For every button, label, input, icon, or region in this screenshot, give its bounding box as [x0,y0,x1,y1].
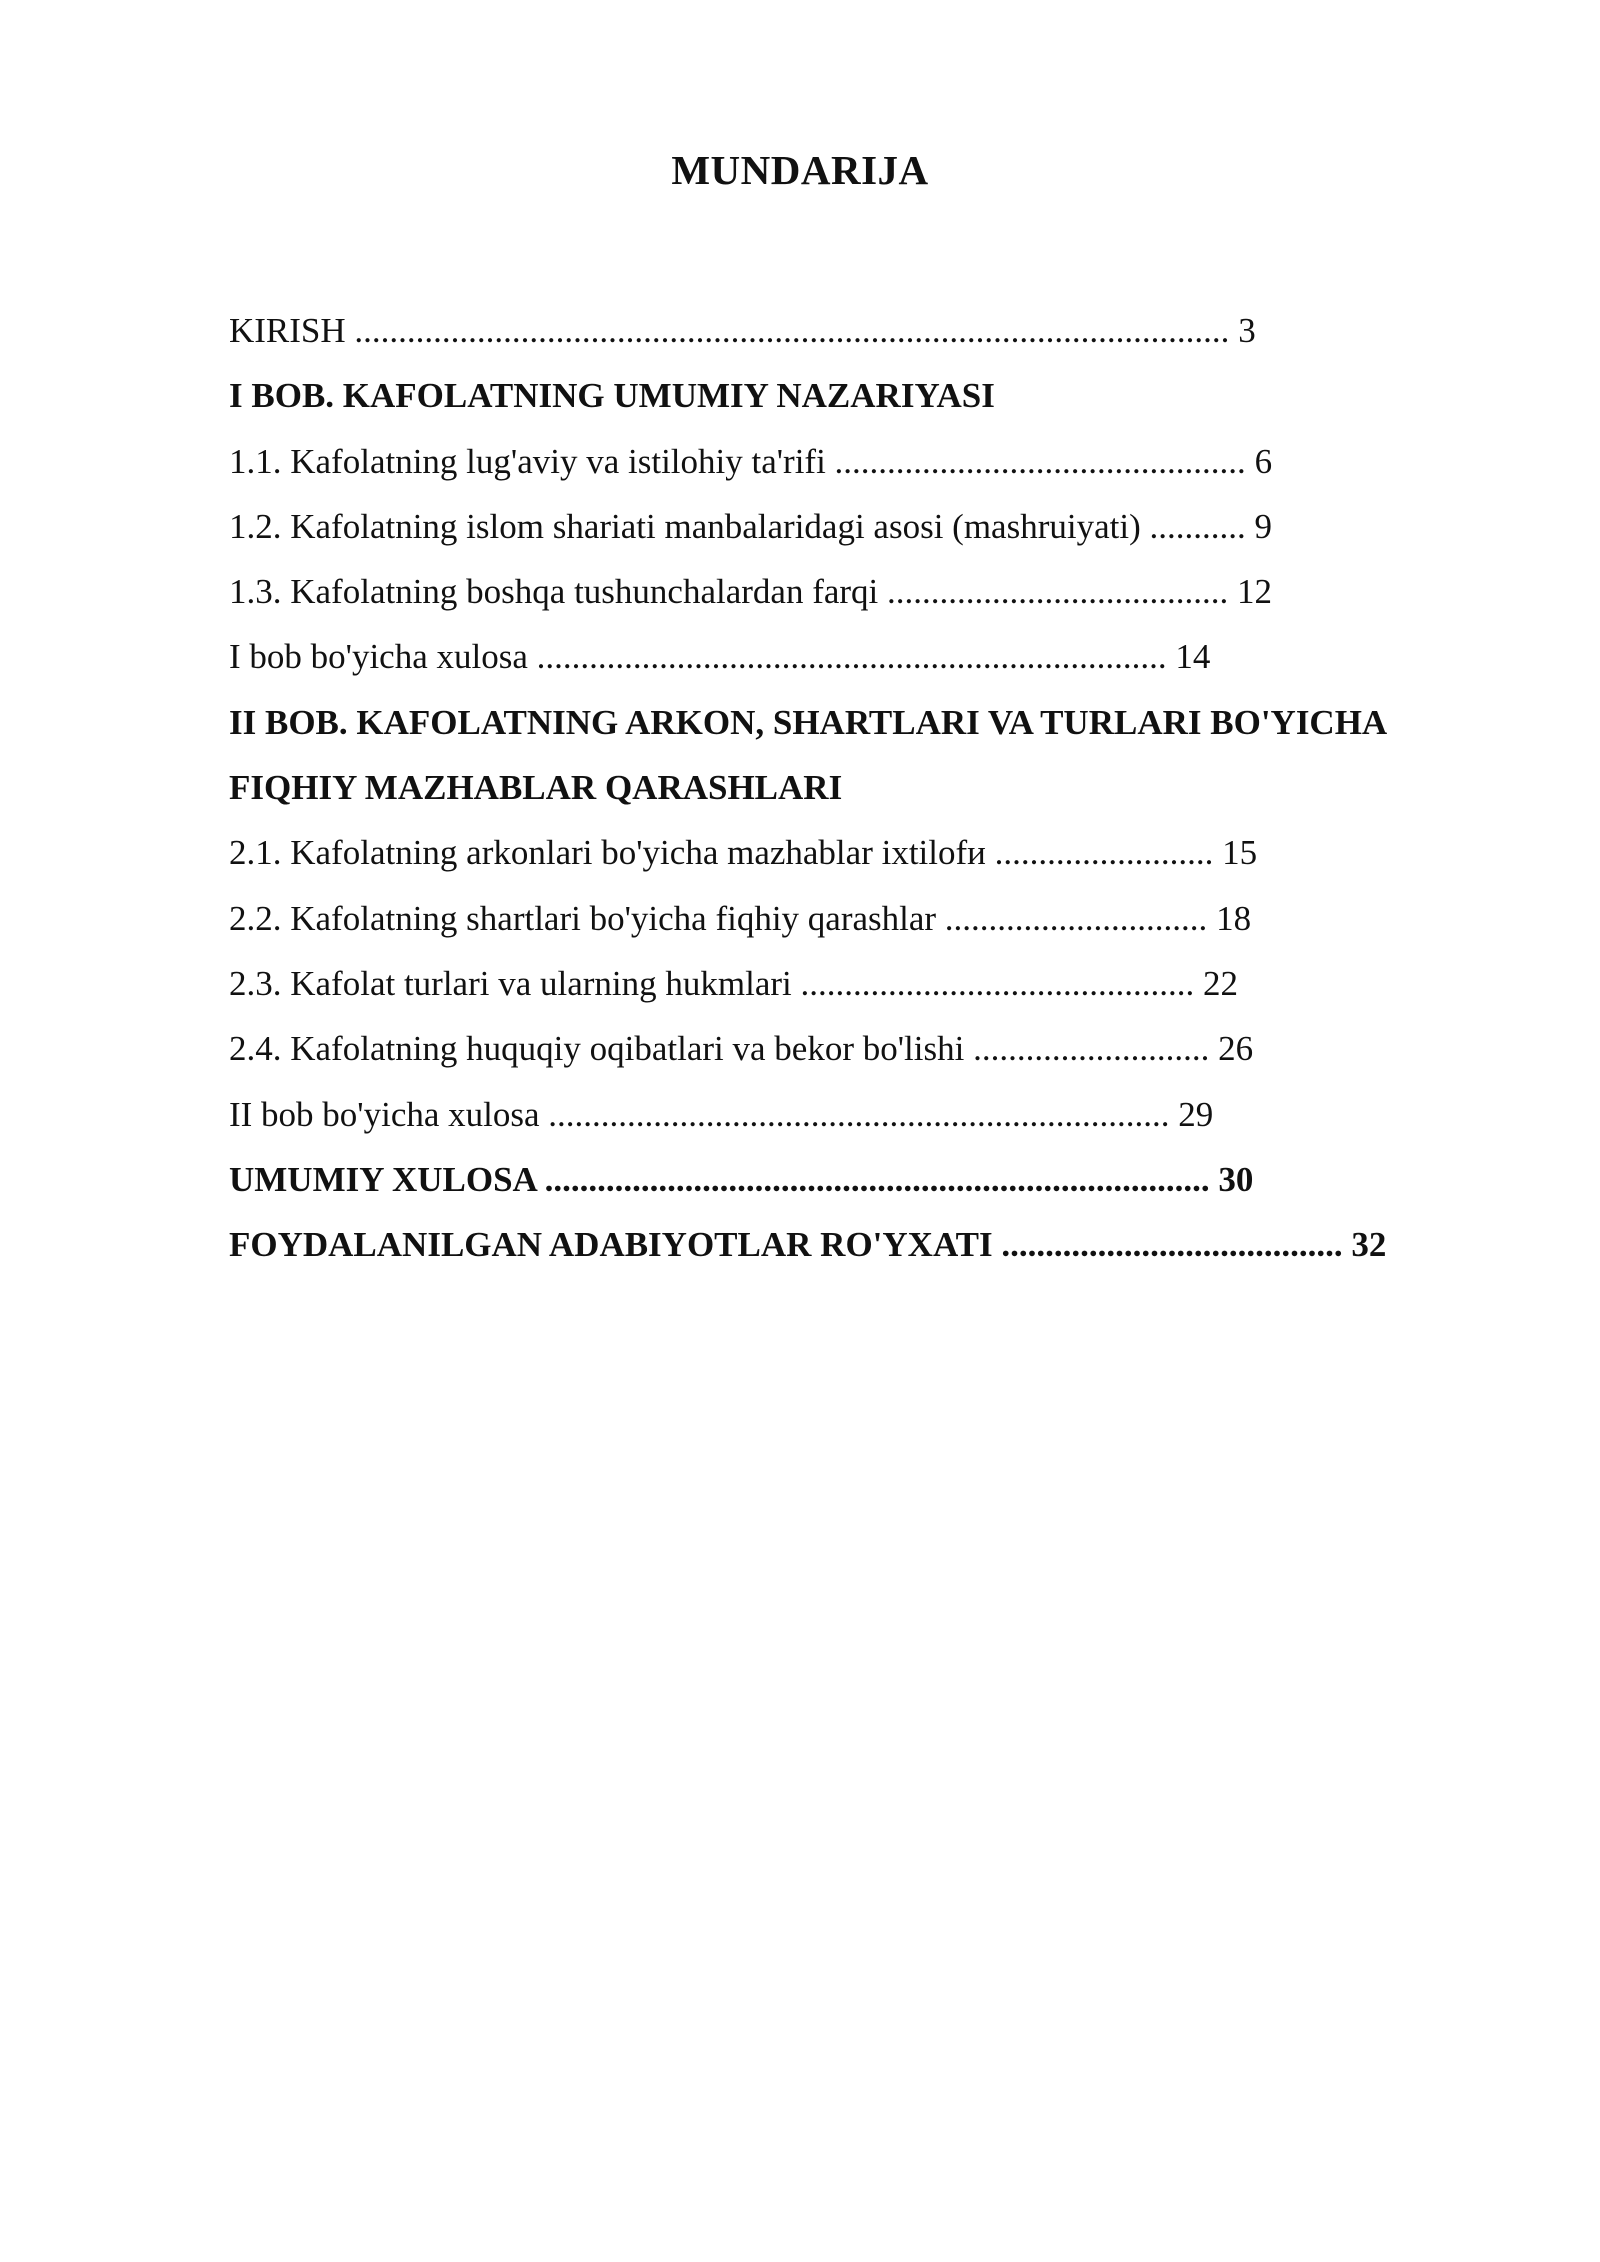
toc-entry-chapter-1-conclusion [229,624,1529,689]
toc-entry-text: 2.4. Kafolatning huquqiy oqibatlari va bekor bo'lishi ........................... [229,1029,1210,1069]
toc-entry-page: 29 [1178,1094,1214,1134]
toc-entry-page: 18 [1216,898,1252,938]
toc-entry-text: FIQHIY MAZHABLAR QARASHLARI [229,768,843,808]
toc-entry-page: 3 [1238,311,1256,350]
toc-entry-page: 26 [1218,1029,1254,1069]
table-of-contents [229,298,1529,1277]
toc-entry-2-3 [229,951,1529,1016]
toc-entry-text: 2.1. Kafolatning arkonlari bo'yicha mazhablar ixtilofи ......................... [229,833,1214,873]
toc-chapter-1-heading [229,363,1529,428]
toc-entry-introduction [229,298,1529,363]
toc-entry-text: II BOB. KAFOLATNING ARKON, SHARTLARI VA TURLARI BO'YICHA [229,702,1388,742]
toc-entry-chapter-2-conclusion [229,1082,1529,1147]
toc-entry-text: KIRISH .................................................................................................... [229,311,1230,350]
toc-entry-page: 12 [1237,572,1273,612]
toc-entry-page: 22 [1203,963,1239,1003]
toc-entry-bibliography [229,1212,1529,1277]
toc-entry-text: FOYDALANILGAN ADABIYOTLAR RO'YXATI ....................................... [229,1225,1343,1265]
toc-entry-page: 14 [1175,637,1211,677]
toc-entry-page: 6 [1254,441,1273,481]
toc-entry-2-2 [229,886,1529,951]
toc-entry-text: I bob bo'yicha xulosa ........................................................................ [229,637,1167,677]
toc-chapter-2-heading-line-2 [229,755,1529,820]
toc-chapter-2-heading-line-1 [229,690,1529,755]
toc-entry-1-3 [229,559,1529,624]
toc-entry-text: I BOB. KAFOLATNING UMUMIY NAZARIYASI [229,376,995,416]
toc-entry-page: 32 [1351,1225,1387,1265]
toc-entry-text: UMUMIY XULOSA ............................................................................ [229,1159,1210,1199]
toc-entry-1-2 [229,494,1529,559]
toc-entry-page: 15 [1222,833,1258,873]
toc-entry-page: 9 [1254,506,1272,546]
toc-entry-general-conclusion [229,1147,1529,1212]
toc-entry-1-1 [229,429,1529,494]
toc-entry-2-1 [229,820,1529,885]
toc-entry-page: 30 [1218,1159,1254,1199]
toc-entry-text: 2.2. Kafolatning shartlari bo'yicha fiqhiy qarashlar .............................. [229,898,1208,938]
toc-entry-text: 1.2. Kafolatning islom shariati manbalaridagi asosi (mashruiyati) ........... [229,506,1246,546]
toc-entry-text: 1.1. Kafolatning lug'aviy va istilohiy ta'rifi ............................................... [229,441,1246,481]
toc-entry-text: 2.3. Kafolat turlari va ularning hukmlari ............................................. [229,963,1195,1003]
toc-entry-text: II bob bo'yicha xulosa ....................................................................... [229,1094,1170,1134]
toc-entry-2-4 [229,1016,1529,1081]
page-title: MUNDARIJA [671,147,929,193]
toc-entry-text: 1.3. Kafolatning boshqa tushunchalardan farqi ....................................... [229,572,1229,612]
